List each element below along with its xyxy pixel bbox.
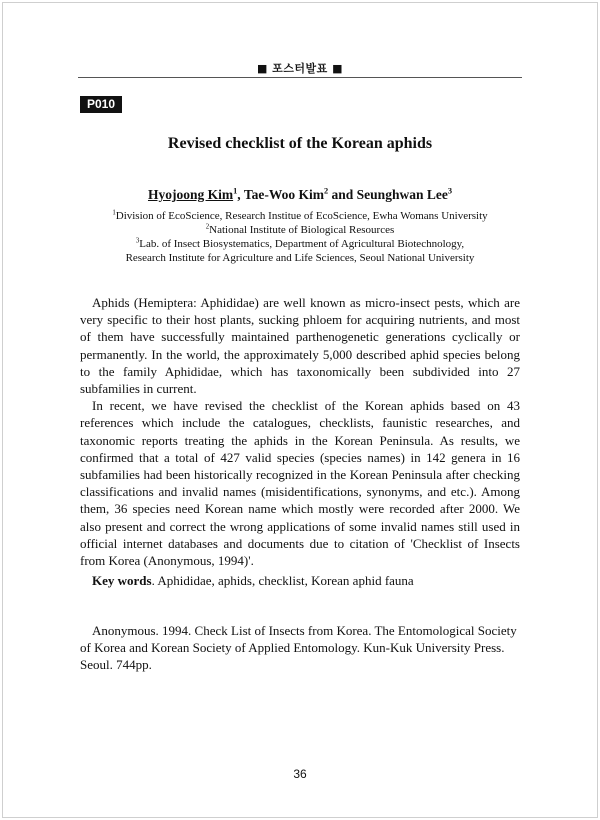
poster-id-badge: P010: [80, 96, 122, 113]
affiliation-text: National Institute of Biological Resources: [209, 224, 395, 236]
author-separator: ,: [237, 187, 244, 202]
affiliation: [0, 209, 600, 223]
paper-title: Revised checklist of the Korean aphids: [167, 135, 433, 152]
author-affiliation-mark: 2: [323, 186, 329, 196]
affiliation-text: Lab. of Insect Biosystematics, Department of Agricultural Biotechnology,: [139, 238, 465, 250]
affiliation: [0, 237, 600, 251]
affiliation-mark: 1: [112, 209, 116, 217]
header-divider: [78, 77, 522, 78]
author-separator: and: [328, 187, 357, 202]
abstract: [80, 294, 520, 569]
affiliation-text: Research Institute for Agriculture and Life Sciences, Seoul National University: [125, 252, 475, 264]
affiliation-list: [0, 209, 600, 265]
author-list: [0, 187, 600, 203]
author-affiliation-mark: 3: [447, 186, 453, 196]
affiliation-mark: 3: [135, 237, 140, 245]
affiliation-text: Division of EcoScience, Research Institue of EcoScience, Ewha Womans University: [115, 210, 488, 222]
abstract-paragraph: Aphids (Hemiptera: Aphididae) are well known as micro-insect pests, which are very specific to their host plants, sucking phloem for acquiring nutrients, and most of them have successfully maintained parthenogenetic generations cyclically or permanently. In the world, the approximately 5,000 described aphid species belong to the family Aphididae, which has taxonomically been subdivided into 27 subfamilies in current.: [80, 295, 520, 397]
affiliation: [0, 223, 600, 237]
keywords: [92, 573, 522, 589]
author-name: Seunghwan Lee: [356, 187, 448, 202]
affiliation: [0, 251, 600, 265]
reference-entry: Anonymous. 1994. Check List of Insects from Korea. The Entomological Society of Korea and Korean Society of Applied Entomology. Kun-Kuk University Press. Seoul. 744pp.: [80, 623, 517, 673]
section-header: ■ 포스터발표 ■: [256, 62, 344, 75]
abstract-paragraph: In recent, we have revised the checklist of the Korean aphids based on 43 references which include the catalogues, checklists, faunistic researches, and taxonomic reports treating the aphids in the Korean Peninsula. As results, we confirmed that a total of 427 valid species (species names) in 142 genera in 16 subfamilies had been historically recognized in the Korean Peninsula after checking classifications and invalid names (misidentifications, synonyms, and etc.). Among them, 36 species need Korean name which mostly were recorded after 2000. We also present and correct the wrong applications of some invalid names still used in official internet databases and documents due to citation of 'Checklist of Insects from Korea (Anonymous, 1994)'.: [80, 398, 520, 569]
author-affiliation-mark: 1: [233, 186, 238, 196]
author-name: Hyojoong Kim: [147, 187, 234, 202]
keywords-label: Key words: [92, 573, 152, 588]
references: [80, 622, 520, 674]
affiliation-mark: 2: [205, 223, 210, 231]
author-name: Tae-Woo Kim: [243, 187, 324, 202]
page-number: 36: [293, 767, 307, 781]
keywords-text: . Aphididae, aphids, checklist, Korean aphid fauna: [151, 573, 414, 588]
